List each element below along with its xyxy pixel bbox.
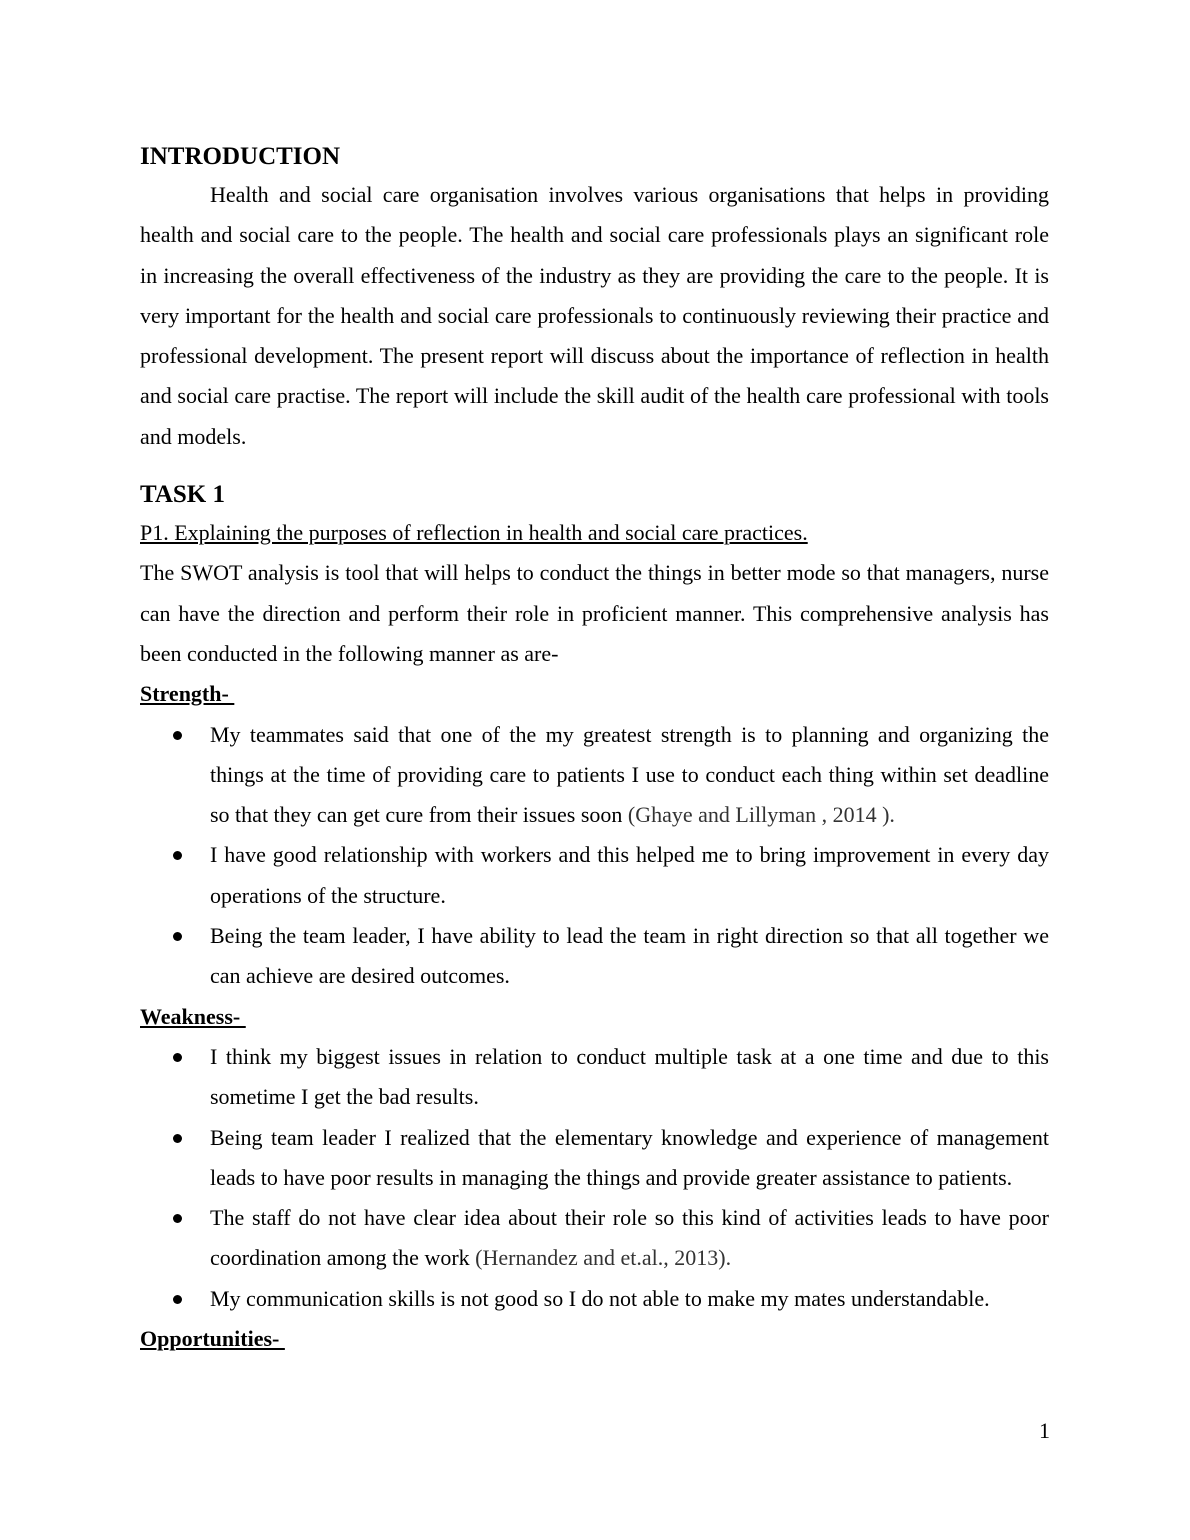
list-item xyxy=(140,835,1049,916)
weakness-list xyxy=(140,1037,1049,1319)
task-heading: TASK 1 xyxy=(140,481,225,509)
list-item xyxy=(140,1118,1049,1199)
bullet-icon xyxy=(173,731,182,740)
task-subtitle: P1. Explaining the purposes of reflection in health and social care practices. xyxy=(140,520,808,546)
citation: (Hernandez and et.al., 2013). xyxy=(475,1245,732,1271)
document-page xyxy=(140,140,1049,1359)
list-item-text: The staff do not have clear idea about their role so this kind of activities leads to have poor coordination among the work xyxy=(210,1205,1049,1271)
page-number: 1 xyxy=(1039,1418,1050,1443)
swot-paragraph: The SWOT analysis is tool that will helps to conduct the things in better mode so that managers, nurse can have the direction and perform their role in proficient manner. This comprehensive analysis has been conducted in the following manner as are- xyxy=(140,560,1049,666)
bullet-icon xyxy=(173,932,182,941)
introduction-paragraph: Health and social care organisation involves various organisations that helps in providing health and social care to the people. The health and social care professionals plays an significant role in increasing the overall effectiveness of the industry as they are providing the care to the people. It is very important for the health and social care professionals to continuously reviewing their practice and professional development. The present report will discuss about the importance of reflection in health and social care practise. The report will include the skill audit of the health care professional with tools and models. xyxy=(140,182,1049,449)
list-item-text: My communication skills is not good so I do not able to make my mates understandable. xyxy=(210,1285,990,1311)
list-item xyxy=(140,1198,1049,1279)
weakness-label: Weakness- xyxy=(140,1003,246,1029)
strength-list xyxy=(140,715,1049,997)
bullet-icon xyxy=(173,1053,182,1062)
list-item-text: I have good relationship with workers and this helped me to bring improvement in every day operations of the structure. xyxy=(210,842,1049,908)
list-item xyxy=(140,916,1049,997)
bullet-icon xyxy=(173,851,182,860)
bullet-icon xyxy=(173,1134,182,1143)
list-item-text: Being team leader I realized that the elementary knowledge and experience of management leads to have poor results in managing the things and provide greater assistance to patients. xyxy=(210,1124,1049,1190)
list-item xyxy=(140,715,1049,836)
list-item xyxy=(140,1037,1049,1118)
list-item-text: My teammates said that one of the my greatest strength is to planning and organizing the things at the time of providing care to patients I use to conduct each thing within set deadline so that they can get cure from their issues soon xyxy=(210,721,1049,828)
list-item-text: Being the team leader, I have ability to lead the team in right direction so that all together we can achieve are desired outcomes. xyxy=(210,923,1049,989)
bullet-icon xyxy=(173,1295,182,1304)
introduction-heading: INTRODUCTION xyxy=(140,143,341,170)
bullet-icon xyxy=(173,1214,182,1223)
citation: (Ghaye and Lillyman , 2014 ). xyxy=(627,802,895,828)
strength-label: Strength- xyxy=(140,681,235,707)
list-item xyxy=(140,1279,1049,1319)
list-item-text: I think my biggest issues in relation to conduct multiple task at a one time and due to this sometime I get the bad results. xyxy=(210,1043,1049,1110)
opportunities-label: Opportunities- xyxy=(140,1326,285,1352)
